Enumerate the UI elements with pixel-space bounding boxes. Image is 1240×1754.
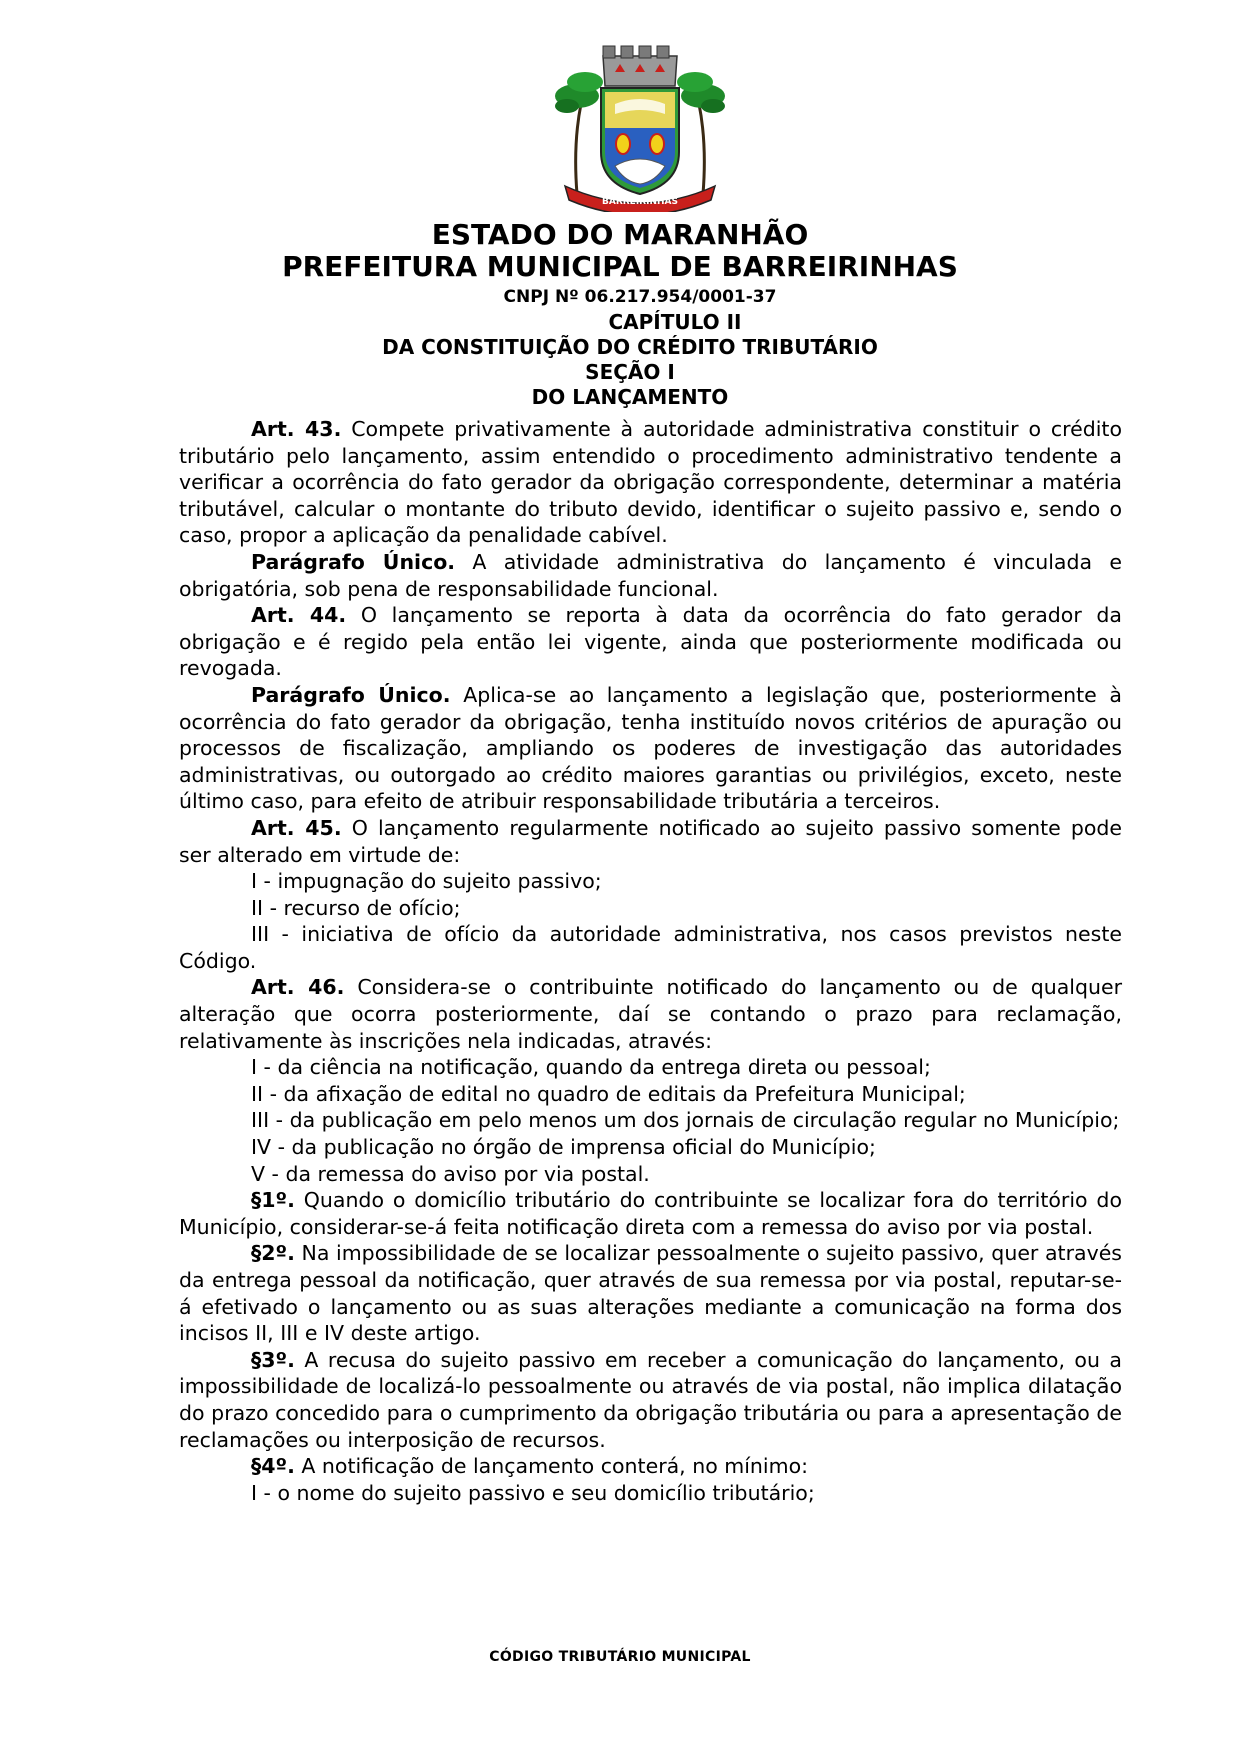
paragraph: [179, 815, 1122, 868]
chapter-number: CAPÍTULO II: [608, 310, 742, 334]
paragraph: [179, 921, 1122, 974]
paragraph: [179, 682, 1122, 815]
paragraph-text: I - o nome do sujeito passivo e seu domicílio tributário;: [251, 1480, 815, 1505]
section-title: DO LANÇAMENTO: [531, 385, 729, 409]
paragraph: [179, 549, 1122, 602]
paragraph-lead: §1º.: [251, 1188, 295, 1213]
paragraph-text: A notificação de lançamento conterá, no mínimo:: [294, 1454, 809, 1479]
paragraph-lead: Art. 46.: [251, 975, 345, 1000]
paragraph-text: IV - da publicação no órgão de imprensa oficial do Município;: [251, 1135, 876, 1160]
paragraph-text: A atividade administrativa do lançamento é vinculada e obrigatória, sob pena de responsabilidade funcional.: [179, 549, 1122, 601]
paragraph-text: Na impossibilidade de se localizar pessoalmente o sujeito passivo, quer através da entrega pessoal da notificação, quer através de sua remessa por via postal, reputar-se-á efetivado o lançamento ou as suas alterações mediante a comunicação na forma dos incisos II, III e IV deste artigo.: [179, 1241, 1122, 1346]
paragraph: [179, 1134, 1122, 1161]
paragraph-text: Aplica-se ao lançamento a legislação que, posteriormente à ocorrência do fato gerador da obrigação, tenha instituído novos critérios de apuração ou processos de fiscalização, ampliando os poderes de investigação das autoridades administrativas, ou outorgado ao crédito maiores garantias ou privilégios, exceto, neste último caso, para efeito de atribuir responsabilidade tributária a terceiros.: [179, 682, 1122, 814]
paragraph-lead: Art. 44.: [251, 603, 347, 628]
paragraph-text: Quando o domicílio tributário do contribuinte se localizar fora do território do Município, considerar-se-á feita notificação direta com a remessa do aviso por via postal.: [179, 1188, 1122, 1239]
paragraph: [179, 416, 1122, 549]
paragraph: [179, 1054, 1122, 1081]
paragraph: [179, 1161, 1122, 1188]
paragraph-text: O lançamento regularmente notificado ao sujeito passivo somente pode ser alterado em virtude de:: [179, 815, 1123, 867]
paragraph-lead: Art. 43.: [251, 417, 342, 441]
section-number: SEÇÃO I: [585, 360, 675, 384]
paragraph-text: II - da afixação de edital no quadro de editais da Prefeitura Municipal;: [251, 1081, 966, 1106]
paragraph-lead: Parágrafo Único.: [251, 549, 456, 574]
chapter-heading-block: [0, 310, 1240, 410]
paragraph-text: I - impugnação do sujeito passivo;: [251, 869, 602, 894]
paragraph: [179, 1187, 1122, 1240]
paragraph: [179, 974, 1122, 1054]
chapter-title: DA CONSTITUIÇÃO DO CRÉDITO TRIBUTÁRIO: [382, 335, 878, 359]
paragraph: [179, 895, 1122, 922]
paragraph-text: A recusa do sujeito passivo em receber a comunicação do lançamento, ou a impossibilidade de localizá-lo pessoalmente ou através de via postal, não implica dilatação do prazo concedido para o cumprimento da obrigação tributária ou para a apresentação de reclamações ou interposição de recursos.: [179, 1347, 1122, 1452]
prefecture-title: PREFEITURA MUNICIPAL DE BARREIRINHAS: [282, 250, 958, 283]
paragraph: [179, 1453, 1122, 1480]
paragraph-text: Considera-se o contribuinte notificado do lançamento ou de qualquer alteração que ocorra posteriormente, daí se contando o prazo para reclamação, relativamente às inscrições nela indicadas, através:: [179, 975, 1122, 1053]
paragraph: [179, 602, 1122, 682]
paragraph-text: III - da publicação em pelo menos um dos jornais de circulação regular no Município;: [251, 1108, 1120, 1133]
paragraph-lead: §2º.: [251, 1241, 295, 1266]
paragraph: [179, 1107, 1122, 1134]
paragraph-lead: §3º.: [251, 1347, 295, 1372]
paragraph-lead: Parágrafo Único.: [251, 682, 451, 707]
municipal-coat-of-arms: [555, 44, 725, 212]
paragraph-lead: Art. 45.: [251, 815, 342, 840]
paragraph: [179, 1347, 1122, 1453]
footer-title: CÓDIGO TRIBUTÁRIO MUNICIPAL: [489, 1649, 751, 1665]
paragraph-lead: §4º.: [251, 1454, 295, 1479]
paragraph-text: I - da ciência na notificação, quando da entrega direta ou pessoal;: [251, 1055, 931, 1080]
paragraph-text: II - recurso de ofício;: [251, 895, 461, 920]
paragraph-text: V - da remessa do aviso por via postal.: [251, 1161, 650, 1186]
paragraph-text: III - iniciativa de ofício da autoridade administrativa, nos casos previstos neste Código.: [179, 922, 1122, 973]
state-title: ESTADO DO MARANHÃO: [431, 218, 809, 251]
paragraph-text: O lançamento se reporta à data da ocorrência do fato gerador da obrigação e é regido pela então lei vigente, ainda que posteriormente modificada ou revogada.: [179, 603, 1122, 681]
paragraph: [179, 868, 1122, 895]
crest-banner-text: BARREIRINHAS: [602, 197, 678, 207]
paragraph: [179, 1081, 1122, 1108]
paragraph-text: Compete privativamente à autoridade administrativa constituir o crédito tributário pelo lançamento, assim entendido o procedimento administrativo tendente a verificar a ocorrência do fato gerador da obrigação correspondente, determinar a matéria tributável, calcular o montante do tributo devido, identificar o sujeito passivo e, sendo o caso, propor a aplicação da penalidade cabível.: [179, 417, 1123, 548]
cnpj-line: CNPJ Nº 06.217.954/0001-37: [503, 287, 777, 307]
document-body: [179, 416, 1122, 1506]
paragraph: [179, 1480, 1122, 1507]
paragraph: [179, 1240, 1122, 1346]
